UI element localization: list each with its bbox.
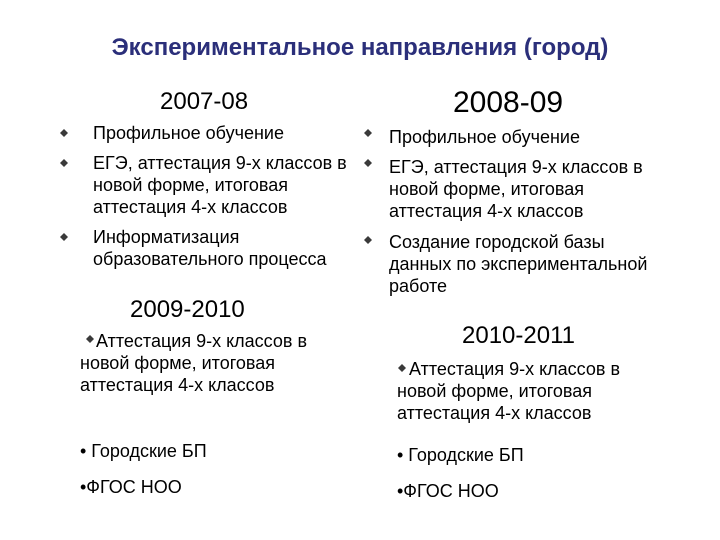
diamond-bullet-icon — [60, 159, 68, 167]
year-heading-2007-08: 2007-08 — [160, 88, 249, 115]
list-item: • Городские БП — [80, 441, 207, 461]
diamond-bullet-icon — [60, 129, 68, 137]
list-item: •ФГОС НОО — [80, 477, 182, 497]
list-item: ЕГЭ, аттестация 9-х классов в новой форме, итоговая аттестация 4-х классов — [93, 153, 347, 217]
year-heading-2010-2011: 2010-2011 — [462, 322, 575, 349]
list-item: • Городские БП — [397, 445, 524, 465]
year-heading-2008-09: 2008-09 — [453, 86, 564, 119]
list-item: •ФГОС НОО — [397, 481, 499, 501]
list-item: Аттестация 9-х классов в новой форме, итоговая аттестация 4-х классов — [397, 359, 621, 423]
diamond-bullet-icon — [364, 129, 372, 137]
diamond-bullet-icon — [364, 159, 372, 167]
list-item: Профильное обучение — [389, 127, 580, 147]
list-item: ЕГЭ, аттестация 9-х классов в новой форме, итоговая аттестация 4-х классов — [389, 157, 643, 221]
slide-title: Экспериментальное направления (город) — [111, 34, 609, 61]
list-item: Аттестация 9-х классов в новой форме, итоговая аттестация 4-х классов — [80, 331, 308, 395]
list-item: Информатизация образовательного процесса — [93, 227, 327, 269]
diamond-bullet-icon — [364, 236, 372, 244]
list-item: Профильное обучение — [93, 123, 284, 143]
diamond-bullet-icon — [60, 233, 68, 241]
year-heading-2009-2010: 2009-2010 — [130, 296, 245, 323]
list-item: Создание городской базы данных по экспериментальной работе — [389, 232, 648, 296]
